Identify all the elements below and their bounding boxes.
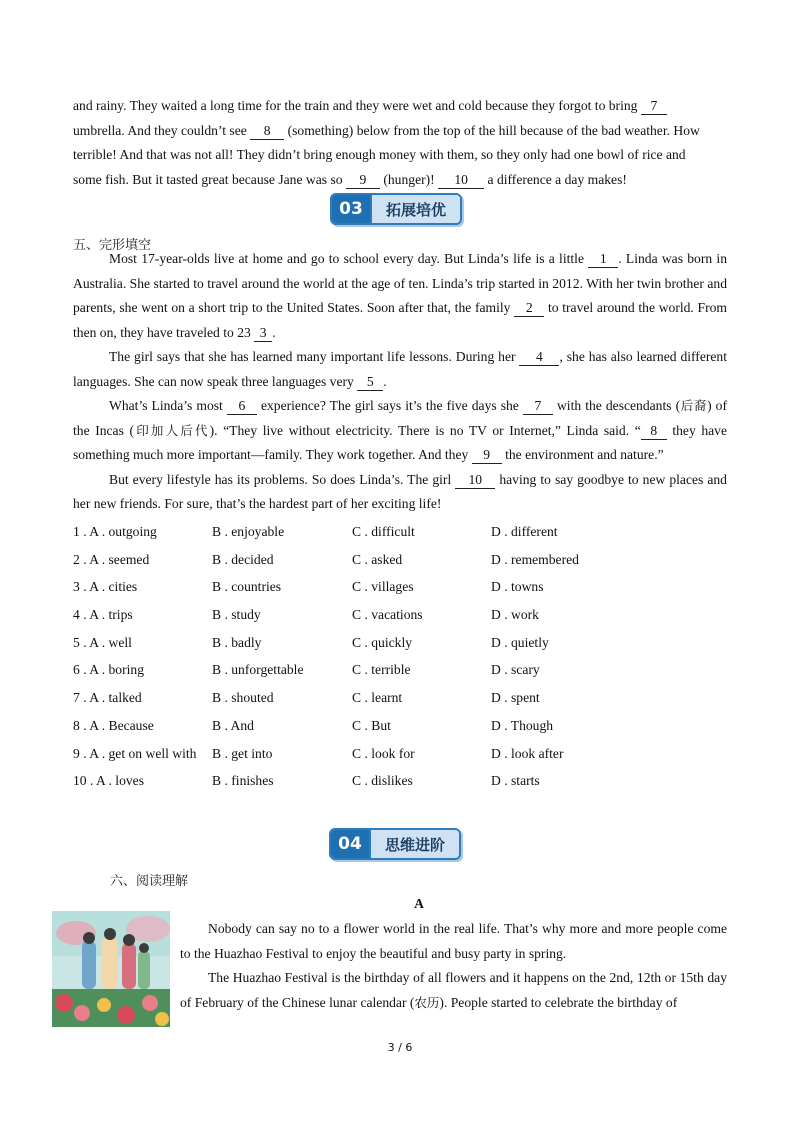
option-c[interactable]: C . vacations bbox=[352, 607, 423, 623]
reading-passage bbox=[180, 917, 727, 1015]
option-b[interactable]: B . countries bbox=[212, 579, 282, 595]
text: (hunger)! bbox=[383, 171, 435, 187]
text: ). “They live without electricity. There is no TV or Internet,” Linda said. “ bbox=[209, 422, 641, 438]
option-d[interactable]: D . different bbox=[491, 524, 558, 539]
text: having to say goodbye to new places and her new friends. For sure, that’s the hardest part of her exciting life! bbox=[73, 471, 727, 511]
text: a difference a day makes! bbox=[487, 171, 627, 187]
option-b[interactable]: B . finishes bbox=[212, 773, 274, 789]
blank-7: 7 bbox=[641, 98, 667, 115]
option-c[interactable]: C . villages bbox=[352, 579, 414, 595]
option-d[interactable]: D . scary bbox=[491, 662, 540, 678]
option-a[interactable]: 4 . A . trips bbox=[73, 607, 133, 623]
cloze-passage bbox=[73, 247, 727, 517]
chinese-text: 印加人后代 bbox=[134, 422, 210, 438]
option-c[interactable]: C . But bbox=[352, 717, 391, 733]
blank-3: 3 bbox=[254, 325, 272, 342]
section-banner-03 bbox=[330, 193, 462, 225]
banner-number: 04 bbox=[331, 830, 369, 858]
text-line bbox=[73, 94, 727, 119]
banner-title: 思维进阶 bbox=[369, 830, 459, 858]
text: But every lifestyle has its problems. So does Linda’s. The girl bbox=[109, 471, 452, 487]
cloze-paragraph-3 bbox=[73, 394, 727, 468]
option-c[interactable]: C . quickly bbox=[352, 634, 413, 650]
cloze-paragraph-1 bbox=[73, 247, 727, 345]
option-a[interactable]: 10 . A . loves bbox=[73, 773, 144, 789]
banner-number: 03 bbox=[332, 195, 370, 223]
option-b[interactable]: B . shouted bbox=[212, 690, 274, 706]
blank-2: 2 bbox=[514, 300, 544, 317]
text: they have something much more important—family. They work together. And they bbox=[73, 422, 727, 462]
text: umbrella. And they couldn’t see bbox=[73, 122, 247, 138]
text: with the descendants ( bbox=[556, 398, 681, 413]
section-heading-cloze: 五、完形填空 bbox=[73, 238, 152, 253]
option-a[interactable]: 6 . A . boring bbox=[73, 662, 144, 678]
text: terrible! And that was not all! They didn’t bring enough money with them, so they only had one bowl of rice and bbox=[73, 147, 686, 162]
option-d[interactable]: D . spent bbox=[491, 690, 540, 706]
blank-1: 1 bbox=[588, 251, 618, 268]
option-b[interactable]: B . get into bbox=[212, 745, 273, 761]
passage-title: A bbox=[414, 896, 424, 911]
option-a[interactable]: 3 . A . cities bbox=[73, 579, 138, 595]
option-d[interactable]: D . starts bbox=[491, 773, 540, 789]
festival-illustration bbox=[52, 911, 170, 1027]
text-line bbox=[73, 168, 727, 193]
section-heading-reading: 六、阅读理解 bbox=[110, 874, 189, 889]
text: and rainy. They waited a long time for the train and they were wet and cold because they forgot to bring bbox=[73, 98, 638, 113]
text: the environment and nature.” bbox=[505, 447, 664, 462]
option-c[interactable]: C . terrible bbox=[352, 662, 411, 678]
option-d[interactable]: D . Though bbox=[491, 717, 554, 733]
option-a[interactable]: 7 . A . talked bbox=[73, 690, 142, 706]
banner-title: 拓展培优 bbox=[370, 195, 460, 223]
chinese-text: 农历 bbox=[414, 994, 440, 1010]
text: (something) below from the top of the hill because of the bad weather. How bbox=[287, 122, 700, 138]
option-b[interactable]: B . enjoyable bbox=[212, 524, 285, 539]
chinese-text: 后裔 bbox=[680, 398, 708, 413]
option-d[interactable]: D . towns bbox=[491, 579, 544, 595]
option-b[interactable]: B . unforgettable bbox=[212, 662, 304, 678]
option-d[interactable]: D . quietly bbox=[491, 634, 549, 650]
option-a[interactable]: 5 . A . well bbox=[73, 634, 132, 650]
cloze-paragraph-4 bbox=[73, 468, 727, 517]
blank-8: 8 bbox=[641, 423, 667, 440]
blank-10: 10 bbox=[438, 172, 484, 189]
reading-paragraph-1: Nobody can say no to a flower world in the real life. That’s why more and more people come to the Huazhao Festival to enjoy the beautiful and busy party in spring. bbox=[180, 921, 727, 961]
text: ) of the Incas ( bbox=[73, 398, 727, 438]
text-line bbox=[73, 143, 727, 168]
text: Most 17-year-olds live at home and go to school every day. But Linda’s life is a little bbox=[109, 251, 584, 266]
text: The Huazhao Festival is the birthday of all flowers and it happens on the 2nd, 12th or 15th day of February of the Chinese lunar calendar ( bbox=[180, 970, 727, 1010]
blank-4: 4 bbox=[519, 349, 559, 366]
text: What’s Linda’s most bbox=[109, 398, 223, 413]
option-c[interactable]: C . asked bbox=[352, 551, 403, 567]
blank-8: 8 bbox=[250, 123, 284, 140]
blank-9: 9 bbox=[472, 447, 502, 464]
option-d[interactable]: D . work bbox=[491, 607, 539, 623]
text: ). People started to celebrate the birthday of bbox=[439, 994, 678, 1010]
option-c[interactable]: C . learnt bbox=[352, 690, 403, 706]
option-c[interactable]: C . difficult bbox=[352, 524, 415, 539]
blank-7: 7 bbox=[523, 398, 553, 415]
text: . bbox=[383, 373, 387, 389]
option-b[interactable]: B . badly bbox=[212, 634, 262, 650]
blank-6: 6 bbox=[227, 398, 257, 415]
option-c[interactable]: C . look for bbox=[352, 745, 415, 761]
option-d[interactable]: D . remembered bbox=[491, 551, 579, 567]
text: . bbox=[272, 324, 276, 340]
text: to travel around the world. From then on, they have traveled to 23 bbox=[73, 300, 728, 340]
text: , she has also learned different languages. She can now speak three languages very bbox=[73, 349, 728, 389]
option-c[interactable]: C . dislikes bbox=[352, 773, 413, 789]
page-number: 3 / 6 bbox=[387, 1041, 413, 1054]
option-b[interactable]: B . decided bbox=[212, 551, 274, 567]
option-d[interactable]: D . look after bbox=[491, 745, 564, 761]
option-b[interactable]: B . study bbox=[212, 607, 261, 623]
section-banner-04 bbox=[329, 828, 461, 860]
option-a[interactable]: 9 . A . get on well with bbox=[73, 745, 197, 761]
option-b[interactable]: B . And bbox=[212, 717, 254, 733]
cloze-paragraph-2 bbox=[73, 345, 727, 394]
reading-paragraph-2 bbox=[180, 966, 727, 1015]
blank-5: 5 bbox=[357, 374, 383, 391]
text: . Linda was born in Australia. She started to travel around the world at the age of ten. Linda’s trip started in 2012. With her twin brother and parents, she went on a short trip to the United States. Soon after that, the family bbox=[73, 251, 727, 315]
blank-9: 9 bbox=[346, 172, 380, 189]
top-paragraph bbox=[73, 94, 727, 192]
option-a[interactable]: 1 . A . outgoing bbox=[73, 524, 157, 539]
text: some fish. But it tasted great because Jane was so bbox=[73, 171, 343, 187]
text: experience? The girl says it’s the five days she bbox=[260, 398, 519, 413]
option-a[interactable]: 2 . A . seemed bbox=[73, 551, 150, 567]
text-line bbox=[73, 119, 727, 144]
blank-10: 10 bbox=[455, 472, 495, 489]
option-a[interactable]: 8 . A . Because bbox=[73, 717, 154, 733]
text: The girl says that she has learned many important life lessons. During her bbox=[109, 349, 516, 364]
